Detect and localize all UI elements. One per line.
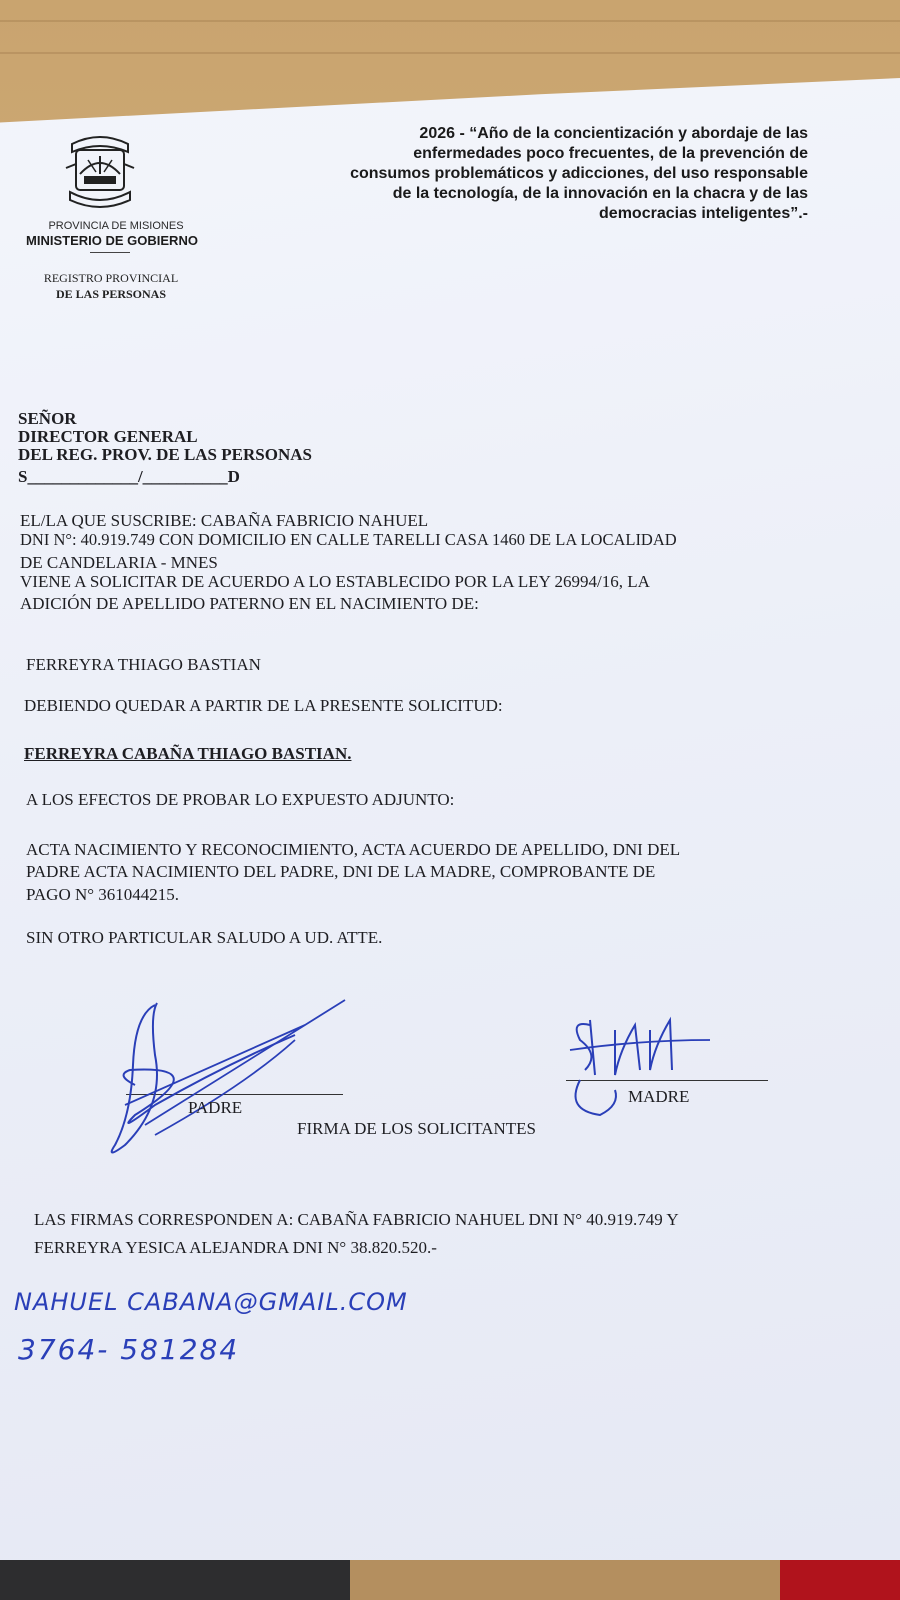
motto-line: 2026 - “Año de la concientización y abordaje de las bbox=[419, 125, 808, 142]
body-line: ACTA NACIMIENTO Y RECONOCIMIENTO, ACTA ACUERDO DE APELLIDO, DNI DEL bbox=[26, 840, 681, 859]
addressee-line1: SEÑOR bbox=[18, 409, 77, 428]
ministry-label: MINISTERIO DE GOBIERNO bbox=[26, 233, 198, 248]
province-label: PROVINCIA DE MISIONES bbox=[48, 220, 184, 232]
motto-line: consumos problemáticos y adicciones, del uso responsable bbox=[350, 165, 808, 182]
province-seal-logo bbox=[62, 134, 138, 214]
desk-wood-edge bbox=[350, 1560, 780, 1600]
red-object bbox=[780, 1560, 900, 1600]
child-new-name: FERREYRA CABAÑA THIAGO BASTIAN. bbox=[24, 744, 352, 763]
addressee-line4: S_____________/__________D bbox=[18, 467, 240, 486]
closing-line: SIN OTRO PARTICULAR SALUDO A UD. ATTE. bbox=[26, 928, 383, 947]
footer-line: FERREYRA YESICA ALEJANDRA DNI N° 38.820.520.- bbox=[34, 1238, 437, 1257]
footer-line: LAS FIRMAS CORRESPONDEN A: CABAÑA FABRICIO NAHUEL DNI N° 40.919.749 Y bbox=[34, 1210, 679, 1229]
mother-label: MADRE bbox=[628, 1087, 690, 1106]
desk-grain bbox=[0, 20, 900, 22]
body-line: A LOS EFECTOS DE PROBAR LO EXPUESTO ADJUNTO: bbox=[26, 790, 455, 809]
father-signature bbox=[95, 995, 355, 1165]
child-current-name: FERREYRA THIAGO BASTIAN bbox=[26, 655, 261, 674]
handwritten-phone: 3764- 581284 bbox=[18, 1333, 240, 1366]
body-line: PADRE ACTA NACIMIENTO DEL PADRE, DNI DE LA MADRE, COMPROBANTE DE bbox=[26, 862, 656, 881]
desk-grain bbox=[0, 52, 900, 54]
motto-line: enfermedades poco frecuentes, de la prevención de bbox=[413, 145, 808, 162]
header-rule bbox=[90, 252, 130, 253]
body-line: PAGO N° 361044215. bbox=[26, 885, 180, 904]
signatures-caption: FIRMA DE LOS SOLICITANTES bbox=[297, 1119, 537, 1138]
body-line: EL/LA QUE SUSCRIBE: CABAÑA FABRICIO NAHUEL bbox=[20, 511, 429, 530]
registry-label-line2: DE LAS PERSONAS bbox=[55, 287, 167, 301]
year-motto bbox=[288, 124, 808, 224]
addressee-line3: DEL REG. PROV. DE LAS PERSONAS bbox=[18, 445, 312, 464]
motto-line: de la tecnología, de la innovación en la chacra y de las bbox=[392, 185, 808, 202]
body-line: DNI N°: 40.919.749 CON DOMICILIO EN CALLE TARELLI CASA 1460 DE LA LOCALIDAD bbox=[20, 530, 677, 549]
motto-line: democracias inteligentes”.- bbox=[599, 205, 808, 222]
addressee-line2: DIRECTOR GENERAL bbox=[18, 427, 198, 446]
body-line: ADICIÓN DE APELLIDO PATERNO EN EL NACIMIENTO DE: bbox=[20, 594, 479, 613]
handwritten-email: NAHUEL CABANA@GMAIL.COM bbox=[14, 1288, 408, 1316]
body-line: VIENE A SOLICITAR DE ACUERDO A LO ESTABLECIDO POR LA LEY 26994/16, LA bbox=[20, 572, 650, 591]
father-label: PADRE bbox=[188, 1098, 243, 1117]
mother-signature bbox=[560, 1010, 730, 1130]
desk-bottom-strip bbox=[0, 1560, 900, 1600]
body-line: DEBIENDO QUEDAR A PARTIR DE LA PRESENTE SOLICITUD: bbox=[24, 696, 503, 715]
body-line: DE CANDELARIA - MNES bbox=[20, 553, 218, 572]
registry-label-line1: REGISTRO PROVINCIAL bbox=[43, 271, 179, 285]
